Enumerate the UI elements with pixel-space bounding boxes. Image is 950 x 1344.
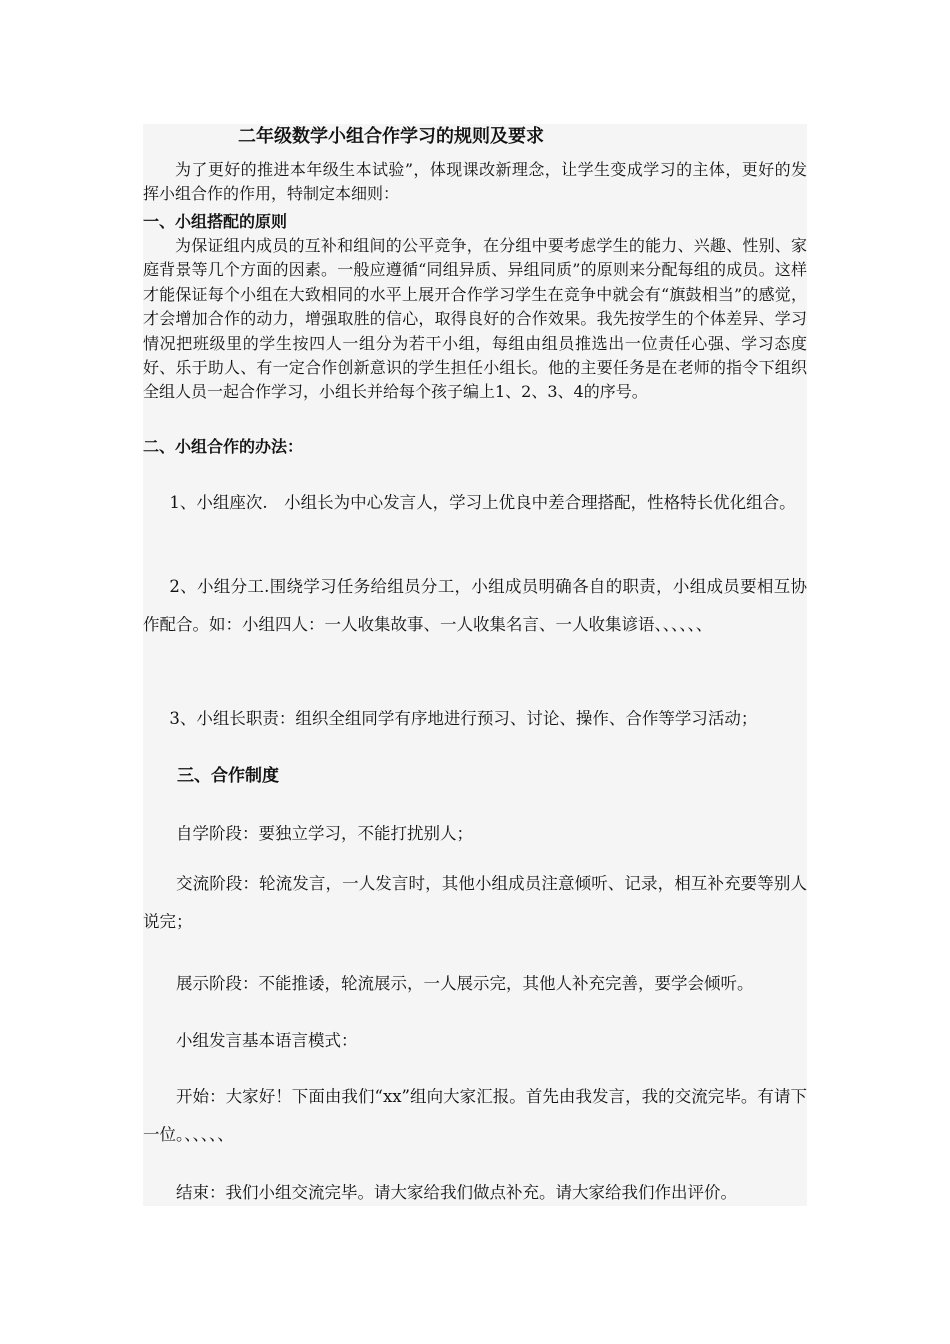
section1-paragraph: 为保证组内成员的互补和组间的公平竞争，在分组中要考虑学生的能力、兴趣、性别、家庭背景等几个方面的因素。一般应遵循“同组异质、异组同质”的原则来分配每组的成员。这样才能保证每个小组在大致相同的水平上展开合作学习学生在竞争中就会有“旗鼓相当”的感觉，才会增加合作的动力，增强取胜的信心，取得良好的合作效果。我先按学生的个体差异、学习情况把班级里的学生按四人一组分为若干小组，每组由组员推选出一位责任心强、学习态度好、乐于助人、有一定合作创新意识的学生担任小组长。他的主要任务是在老师的指令下组织全组人员一起合作学习，小组长并给每个孩子编上1、2、3、4的序号。 — [143, 236, 807, 402]
section2-item-1: 1、小组座次. 小组长为中心发言人，学习上优良中差合理搭配，性格特长优化组合。 — [169, 493, 796, 512]
document-title: 二年级数学小组合作学习的规则及要求 — [238, 126, 544, 147]
end-template: 结束：我们小组交流完毕。请大家给我们做点补充。请大家给我们作出评价。 — [176, 1183, 737, 1202]
section3-heading: 三、合作制度 — [177, 766, 279, 786]
intro-paragraph: 为了更好的推进本年级生本试验”，体现课改新理念，让学生变成学习的主体，更好的发挥小组合作的作用，特制定本细则： — [143, 160, 807, 204]
start-template: 开始：大家好！下面由我们“xx”组向大家汇报。首先由我发言，我的交流完毕。有请下一位。、、、、、 — [143, 1087, 807, 1144]
section1-heading: 一、小组搭配的原则 — [143, 212, 288, 231]
exchange-rule: 交流阶段：轮流发言，一人发言时，其他小组成员注意倾听、记录，相互补充要等别人说完； — [143, 874, 807, 931]
section2-heading: 二、小组合作的办法： — [143, 437, 304, 456]
document-page — [143, 124, 807, 1206]
section2-item-3: 3、小组长职责：组织全组同学有序地进行预习、讨论、操作、合作等学习活动； — [169, 709, 758, 728]
section2-item-2: 2、小组分工.围绕学习任务给组员分工，小组成员明确各自的职责，小组成员要相互协作配合。如：小组四人：一人收集故事、一人收集名言、一人收集谚语、、、、、、 — [143, 577, 807, 634]
self-study-rule: 自学阶段：要独立学习，不能打扰别人； — [176, 824, 473, 843]
display-rule: 展示阶段：不能推诿，轮流展示，一人展示完，其他人补充完善，要学会倾听。 — [176, 974, 754, 993]
language-mode-label: 小组发言基本语言模式： — [176, 1031, 358, 1050]
